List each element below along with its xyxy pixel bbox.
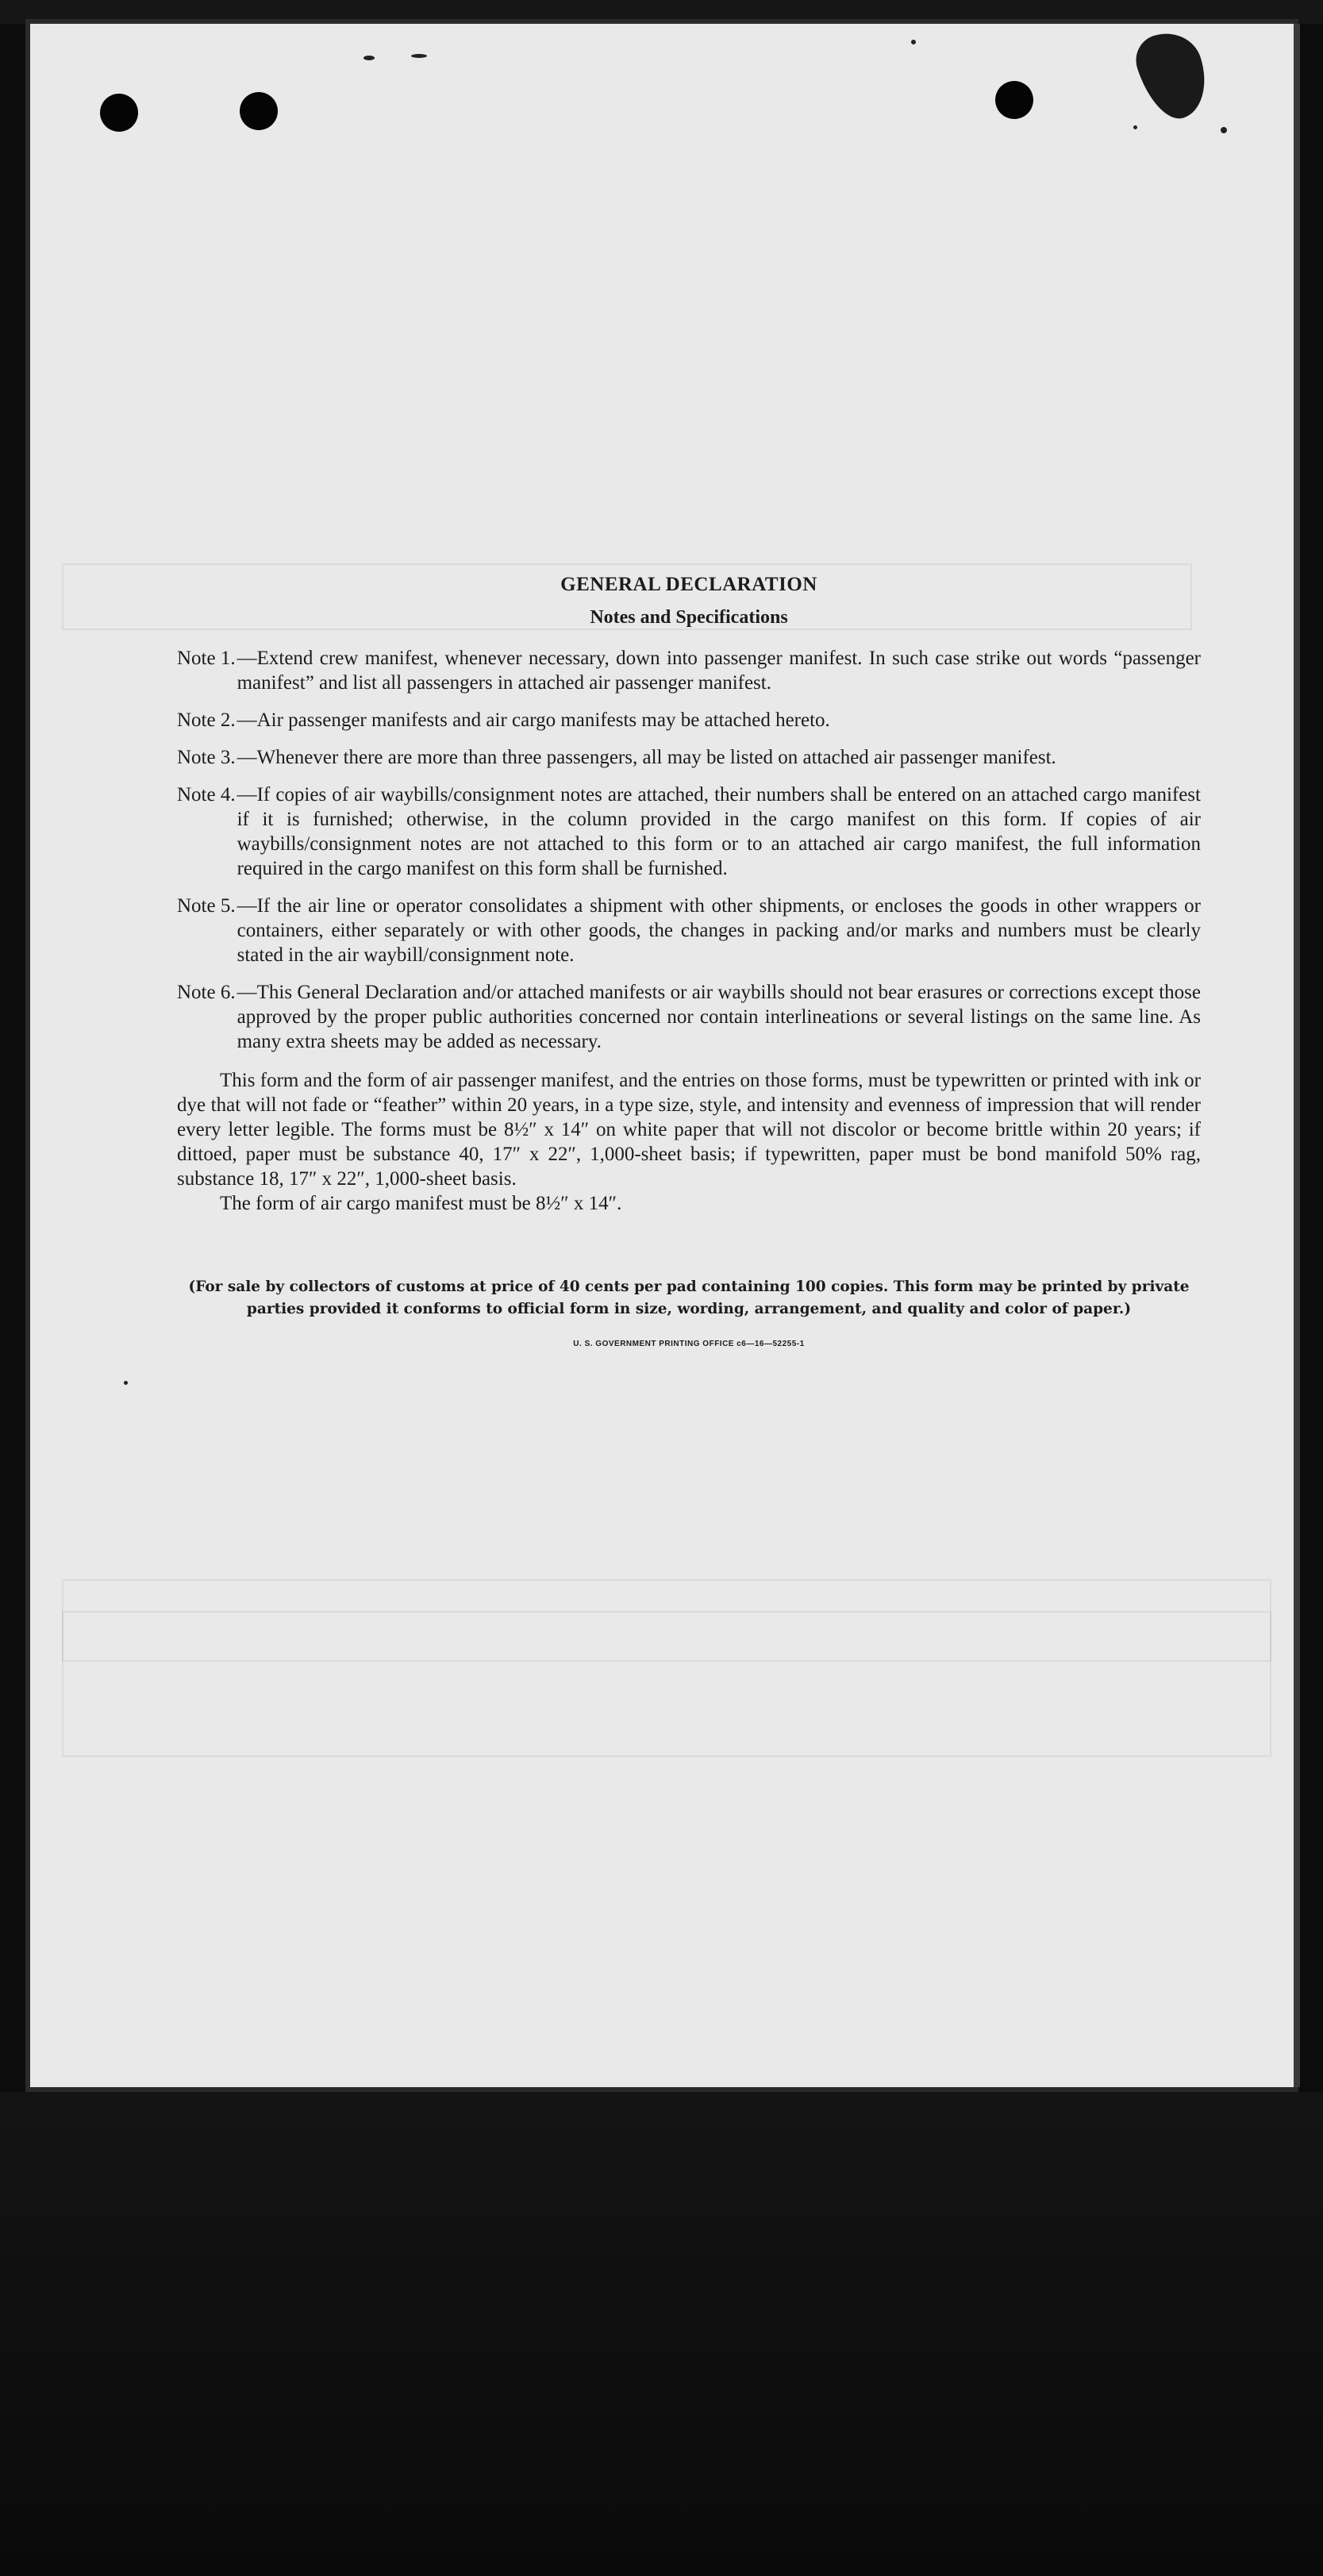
speck: [1133, 125, 1137, 129]
note-label: Note 3.: [177, 747, 236, 768]
note-3: [177, 745, 1201, 770]
punch-hole-left: [100, 94, 138, 132]
note-label: Note 2.: [177, 709, 236, 731]
ink-stain: [1129, 24, 1217, 126]
document-page: [30, 24, 1294, 2087]
page-edge: [1294, 24, 1300, 2087]
punch-hole-center: [240, 92, 278, 130]
scan-background-top: [0, 0, 1323, 24]
note-label: Note 6.: [177, 982, 236, 1003]
printer-line: U. S. GOVERNMENT PRINTING OFFICE c6—16—52255-1: [573, 1340, 805, 1348]
speck: [411, 54, 427, 58]
note-label: Note 1.: [177, 648, 236, 669]
punch-hole-right: [995, 81, 1033, 119]
note-text: —If the air line or operator consolidates a shipment with other shipments, or encloses the goods in other wrappers or containers, either separately or with other goods, the changes in packing and/or marks and numbers must be clearly stated in the air waybill/consignment note.: [237, 895, 1201, 966]
note-6: [177, 980, 1201, 1054]
speck: [363, 56, 375, 60]
note-text: —Air passenger manifests and air cargo manifests may be attached hereto.: [237, 709, 830, 731]
page-subtitle: Notes and Specifications: [590, 607, 788, 628]
notes-section: [177, 571, 1201, 1348]
note-label: Note 4.: [177, 784, 236, 805]
note-4: [177, 782, 1201, 881]
note-text: —This General Declaration and/or attached manifests or air waybills should not bear erasures or corrections except those approved by the proper public authorities concerned nor contain interlineations or several listings on the same line. As many extra sheets may be added as necessary.: [237, 982, 1201, 1052]
note-1: [177, 646, 1201, 695]
note-text: —Whenever there are more than three passengers, all may be listed on attached air passenger manifest.: [237, 747, 1056, 768]
note-5: [177, 894, 1201, 967]
speck: [1221, 127, 1227, 133]
sale-notice: (For sale by collectors of customs at price of 40 cents per pad containing 100 copies. This form may be printed by private parties provided it conforms to official form in size, wording, arrangement, and quality and color of paper.): [188, 1278, 1190, 1317]
cargo-manifest-size-line: The form of air cargo manifest must be 8½″ x 14″.: [220, 1193, 622, 1214]
note-2: [177, 708, 1201, 732]
page-title: GENERAL DECLARATION: [560, 574, 817, 595]
speck: [911, 40, 916, 44]
bleed-through-table: [62, 1611, 1271, 1662]
note-text: —Extend crew manifest, whenever necessary, down into passenger manifest. In such case strike out words “passenger manifest” and list all passengers in attached air passenger manifest.: [237, 648, 1201, 694]
bleed-through-table: [62, 1579, 1271, 1757]
speck: [124, 1381, 128, 1385]
note-label: Note 5.: [177, 895, 236, 917]
note-text: —If copies of air waybills/consignment notes are attached, their numbers shall be entered on an attached cargo manifest if it is furnished; otherwise, in the column provided in the cargo manifest on this form. If copies of air waybills/consignment notes are not attached to this form or to an attached air cargo manifest, the full information required in the cargo manifest on this form shall be furnished.: [237, 784, 1201, 879]
scan-background-bottom: [0, 2092, 1323, 2576]
form-specification-paragraph: This form and the form of air passenger manifest, and the entries on those forms, must be typewritten or printed with ink or dye that will not fade or “feather” within 20 years, in a type size, style, and intensity and evenness of impression that will render every letter legible. The forms must be 8½″ x 14″ on white paper that will not discolor or become brittle within 20 years; if dittoed, paper must be substance 40, 17″ x 22″, 1,000-sheet basis; if typewritten, paper must be bond manifold 50% rag, substance 18, 17″ x 22″, 1,000-sheet basis.: [177, 1070, 1201, 1190]
